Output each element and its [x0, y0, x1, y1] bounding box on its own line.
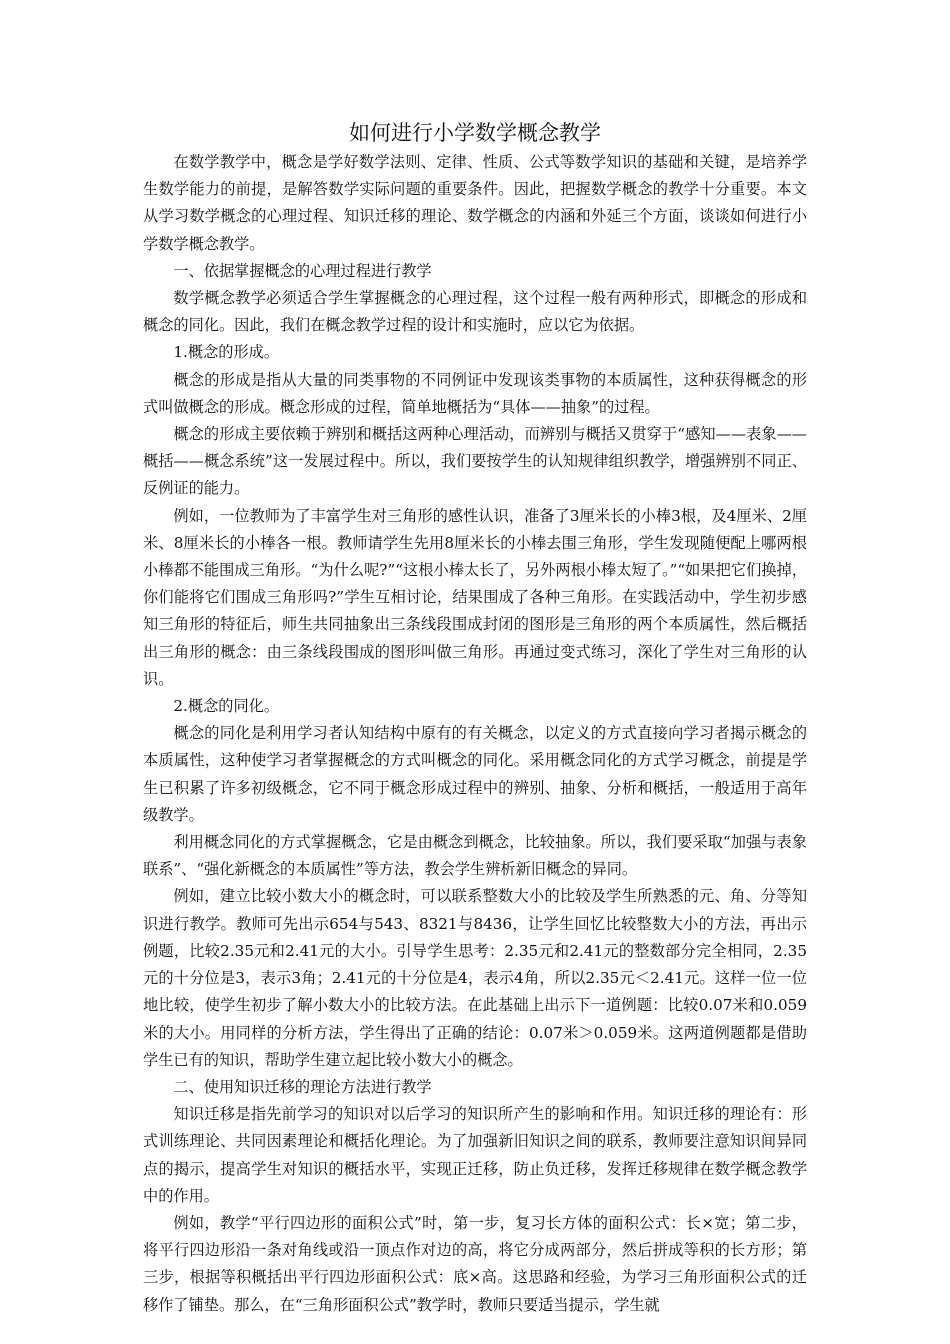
subheading-concept-assimilation: 2.概念的同化。 [173, 697, 280, 716]
paragraph: 数学概念教学必须适合学生掌握概念的心理过程，这个过程一般有两种形式，即概念的形成和概念的同化。因此，我们在概念教学过程的设计和实施时，应以它为依据。 [143, 289, 807, 335]
paragraph: 概念的形成主要依赖于辨别和概括这两种心理活动，而辨别与概括又贯穿于“感知——表象——概括——概念系统”这一发展过程中。所以，我们要按学生的认知规律组织教学，增强辨别不同正、反例证的能力。 [143, 425, 807, 498]
paragraph: 知识迁移是指先前学习的知识对以后学习的知识所产生的影响和作用。知识迁移的理论有：形式训练理论、共同因素理论和概括化理论。为了加强新旧知识之间的联系，教师要注意知识间异同点的揭示，提高学生对知识的概括水平，实现正迁移，防止负迁移，发挥迁移规律在数学概念教学中的作用。 [143, 1105, 807, 1205]
subheading-concept-formation: 1.概念的形成。 [173, 343, 280, 362]
paragraph-intro: 在数学教学中，概念是学好数学法则、定律、性质、公式等数学知识的基础和关键，是培养学生数学能力的前提，是解答数学实际问题的重要条件。因此，把握数学概念的教学十分重要。本文从学习数学概念的心理过程、知识迁移的理论、数学概念的内涵和外延三个方面，谈谈如何进行小学数学概念教学。 [143, 153, 807, 253]
paragraph-example-decimals: 例如，建立比较小数大小的概念时，可以联系整数大小的比较及学生所熟悉的元、角、分等知识进行教学。教师可先出示654与543、8321与8436，让学生回忆比较整数大小的方法，再出示例题，比较2.35元和2.41元的大小。引导学生思考：2.35元和2.41元的整数部分完全相同，2.35元的十分位是3，表示3角；2.41元的十分位是4，表示4角，所以2.35元＜2.41元。这样一位一位地比较，使学生初步了解小数大小的比较方法。在此基础上出示下一道例题：比较0.07米和0.059米的大小。用同样的分析方法，学生得出了正确的结论：0.07米＞0.059米。这两道例题都是借助学生已有的知识，帮助学生建立起比较小数大小的概念。 [143, 887, 807, 1069]
document-body [143, 118, 807, 1319]
section-heading-1: 一、依据掌握概念的心理过程进行教学 [173, 261, 432, 280]
paragraph: 概念的形成是指从大量的同类事物的不同例证中发现该类事物的本质属性，这种获得概念的形式叫做概念的形成。概念形成的过程，简单地概括为“具体——抽象”的过程。 [143, 370, 807, 416]
section-heading-2: 二、使用知识迁移的理论方法进行教学 [173, 1077, 432, 1096]
document-title: 如何进行小学数学概念教学 [349, 121, 601, 145]
paragraph: 利用概念同化的方式掌握概念，它是由概念到概念，比较抽象。所以，我们要采取“加强与表象联系”、“强化新概念的本质属性”等方法，教会学生辨析新旧概念的异同。 [143, 833, 807, 879]
paragraph-example-parallelogram: 例如，教学“平行四边形的面积公式”时，第一步，复习长方体的面积公式：长×宽；第二步，将平行四边形沿一条对角线或沿一顶点作对边的高，将它分成两部分，然后拼成等积的长方形；第三步，根据等积概括出平行四边形面积公式：底×高。这思路和经验，为学习三角形面积公式的迁移作了铺垫。那么，在“三角形面积公式”教学时，教师只要适当提示，学生就 [143, 1213, 807, 1314]
paragraph-example-triangle: 例如，一位教师为了丰富学生对三角形的感性认识，准备了3厘米长的小棒3根，及4厘米、2厘米、8厘米长的小棒各一根。教师请学生先用8厘米长的小棒去围三角形，学生发现随便配上哪两根小棒都不能围成三角形。“为什么呢?”“这根小棒太长了，另外两根小棒太短了。”“如果把它们换掉，你们能将它们围成三角形吗?”学生互相讨论，结果围成了各种三角形。在实践活动中，学生初步感知三角形的特征后，师生共同抽象出三条线段围成封闭的图形是三角形的两个本质属性，然后概括出三角形的概念：由三条线段围成的图形叫做三角形。再通过变式练习，深化了学生对三角形的认识。 [143, 506, 807, 688]
paragraph: 概念的同化是利用学习者认知结构中原有的有关概念，以定义的方式直接向学习者揭示概念的本质属性，这种使学习者掌握概念的方式叫概念的同化。采用概念同化的方式学习概念，前提是学生已积累了许多初级概念，它不同于概念形成过程中的辨别、抽象、分析和概括，一般适用于高年级教学。 [143, 724, 807, 824]
